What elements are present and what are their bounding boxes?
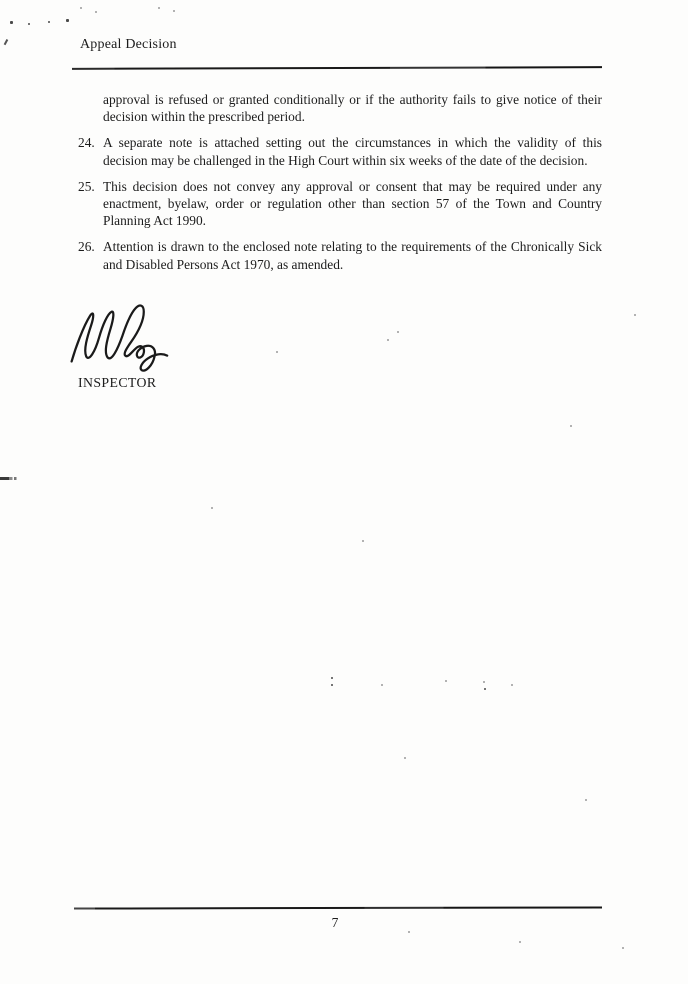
- scan-speck: [158, 7, 160, 9]
- scan-speck: [622, 947, 624, 949]
- document-body: [78, 91, 602, 273]
- scan-speck: [387, 339, 389, 341]
- numbered-paragraph-25: [78, 178, 602, 230]
- paragraph-continuation: approval is refused or granted conditionally or if the authority fails to give notice of their decision within the prescribed period.: [103, 92, 602, 125]
- footer-rule: [74, 906, 602, 909]
- scan-speck: [397, 331, 399, 333]
- paragraph-text: This decision does not convey any approval or consent that may be required under any enactment, byelaw, order or regulation other than section 57 of the Town and Country Planning Act 1990.: [103, 178, 602, 229]
- numbered-paragraph-24: [78, 134, 602, 168]
- paragraph-number: 25.: [78, 178, 95, 194]
- scan-speck: [66, 19, 69, 22]
- scan-speck: [28, 23, 30, 25]
- scan-speck: [331, 684, 333, 686]
- scan-speck: [445, 680, 447, 682]
- page-number: 7: [331, 915, 339, 930]
- scan-speck: [10, 21, 13, 24]
- scan-tick-mark: [4, 39, 8, 45]
- signature-mark: [66, 301, 204, 379]
- page-title: Appeal Decision: [80, 37, 177, 52]
- scan-speck: [381, 684, 383, 686]
- scan-speck: [484, 688, 486, 690]
- paragraph-text: A separate note is attached setting out the circumstances in which the validity of this decision may be challenged in the High Court within six weeks of the date of the decision.: [103, 135, 602, 168]
- scan-speck: [95, 11, 97, 13]
- scan-speck: [519, 941, 521, 943]
- scan-speck: [80, 7, 82, 9]
- scan-speck: [331, 677, 333, 679]
- header-rule: [72, 66, 602, 70]
- inspector-label: INSPECTOR: [78, 375, 157, 390]
- scan-speck: [211, 507, 213, 509]
- scan-speck: [585, 799, 587, 801]
- scan-speck: [570, 425, 572, 427]
- scan-speck: [483, 681, 485, 683]
- paragraph-number: 26.: [78, 239, 95, 255]
- scan-speck: [48, 21, 50, 23]
- scan-edge-dash: [0, 477, 18, 480]
- scan-speck: [173, 10, 175, 12]
- numbered-paragraph-26: [78, 238, 602, 272]
- paragraph-number: 24.: [78, 135, 95, 151]
- scan-speck: [404, 757, 406, 759]
- scan-speck: [408, 931, 410, 933]
- paragraph-text: Attention is drawn to the enclosed note relating to the requirements of the Chronically Sick and Disabled Persons Act 1970, as amended.: [103, 239, 602, 272]
- scan-speck: [634, 314, 636, 316]
- scan-speck: [362, 540, 364, 542]
- scan-speck: [276, 351, 278, 353]
- scan-speck: [511, 684, 513, 686]
